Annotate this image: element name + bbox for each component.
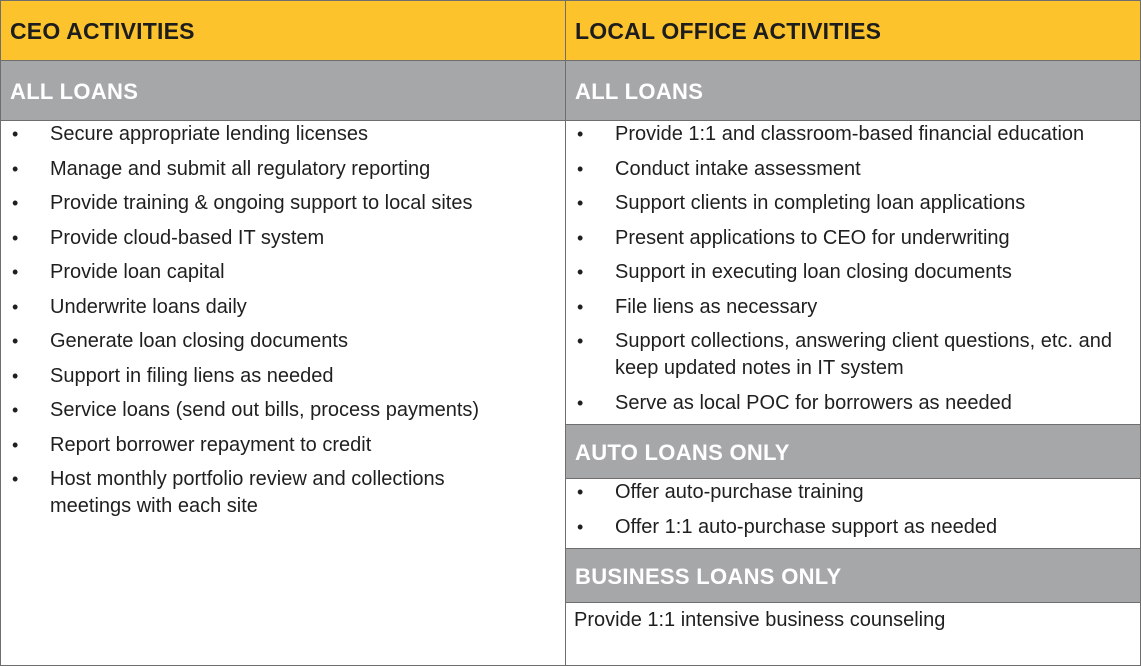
list-item: • Underwrite loans daily [1,294,565,321]
list-item: • Generate loan closing documents [1,328,565,355]
bullet: • [577,331,584,351]
local-office-header: LOCAL OFFICE ACTIVITIES [566,1,1140,61]
auto-loans-header: AUTO LOANS ONLY [566,424,1140,479]
list-item: • Provide cloud-based IT system [1,225,565,252]
list-item: • File liens as necessary [566,294,1140,321]
list-item: • Offer auto-purchase training [566,479,1140,506]
ceo-header: CEO ACTIVITIES [1,1,565,61]
bullet: • [12,227,19,248]
list-item: • Host monthly portfolio review and collections meetings with each site [12,468,445,517]
list-item: • Support collections, answering client questions, etc. and keep updated notes in IT system [577,330,1112,379]
local-all-loans-list [566,121,1140,417]
bullet: • [12,400,19,420]
ceo-column [1,1,566,665]
list-item: • Support in executing loan closing documents [566,259,1140,286]
list-item: • Present applications to CEO for underwriting [566,225,1140,252]
list-item: • Serve as local POC for borrowers as needed [566,390,1140,417]
bullet: • [12,365,19,386]
bullet: • [12,434,19,455]
list-item: • Manage and submit all regulatory reporting [1,156,565,183]
bullet: • [12,296,19,317]
local-all-loans-header: ALL LOANS [566,61,1140,121]
list-item: • Secure appropriate lending licenses [1,121,565,148]
auto-loans-list [566,479,1140,541]
bullet: • [577,158,584,179]
list-item: • Conduct intake assessment [566,156,1140,183]
list-item: • Offer 1:1 auto-purchase support as needed [566,514,1140,541]
local-office-column [566,1,1140,665]
ceo-all-loans-header: ALL LOANS [1,61,565,121]
bullet: • [12,469,19,489]
list-item: • Support clients in completing loan applications [566,190,1140,217]
bullet: • [577,193,584,213]
bullet: • [577,124,584,144]
bullet: • [577,516,584,537]
bullet: • [577,296,584,317]
list-item: • Service loans (send out bills, process payments) [1,397,565,424]
list-item: • Provide 1:1 and classroom-based financial education [566,121,1140,148]
list-item: • Provide loan capital [1,259,565,286]
bullet: • [12,262,19,282]
bullet: • [12,124,19,144]
business-loans-header: BUSINESS LOANS ONLY [566,548,1140,603]
list-item: • Provide training & ongoing support to local sites [1,190,565,217]
bullet: • [577,392,584,413]
list-item: • Support in filing liens as needed [1,363,565,390]
ceo-all-loans-list [1,121,565,520]
bullet: • [12,193,19,213]
list-item: • Report borrower repayment to credit [1,432,565,459]
bullet: • [577,262,584,282]
bullet: • [12,331,19,351]
bullet: • [577,227,584,248]
business-loans-text: Provide 1:1 intensive business counseling [574,609,946,631]
bullet: • [12,158,19,179]
bullet: • [577,482,584,502]
